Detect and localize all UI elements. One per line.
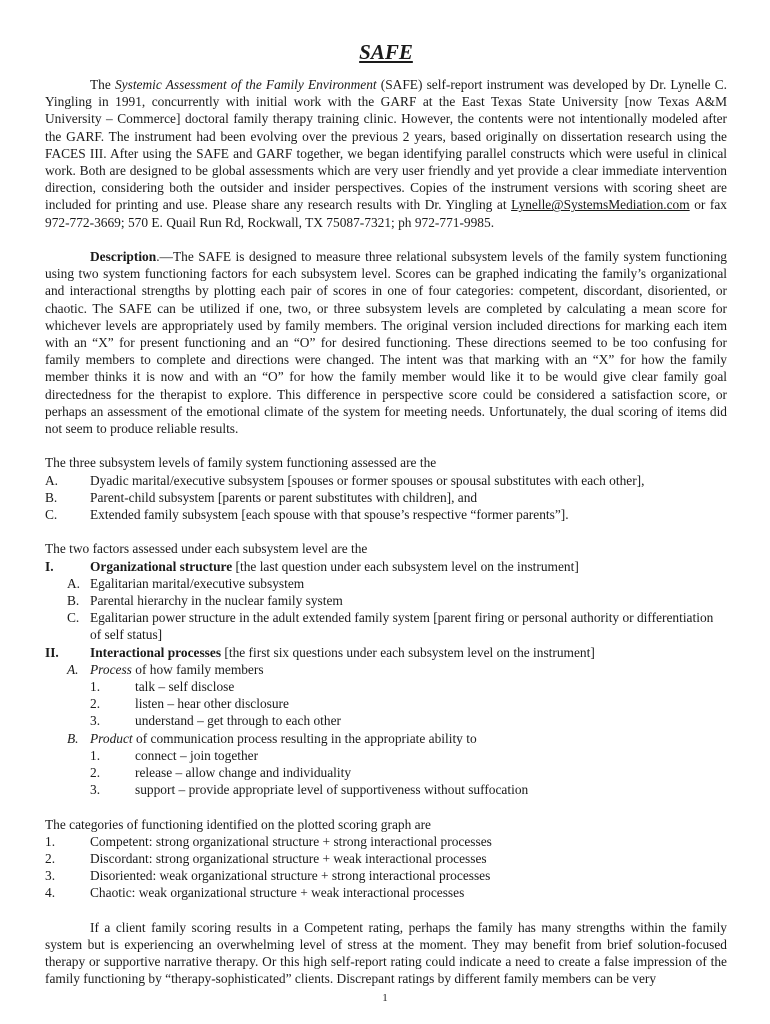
list-item: 1. connect – join together (90, 747, 259, 763)
page-number: 1 (382, 992, 388, 1004)
list-item: 3. understand – get through to each other (90, 713, 342, 729)
closing-paragraph: If a client family scoring results in a Competent rating, perhaps the family has many strengths within the family system but is experiencing an overwhelming level of stress at the moment. They may benefit from brief solution-focused therapy or supportive narrative therapy. Or this high self-report rating could indicate a need to create a false impression of the family functioning by “therapy-sophisticated” clients. Discrepant ratings by different family members can be very (45, 919, 727, 987)
list-item: 3. support – provide appropriate level of supportiveness without suffocation (90, 782, 529, 798)
intro-paragraph: The Systemic Assessment of the Family Environment (SAFE) self-report instrument was developed by Dr. Lynelle C. Yingling in 1991, concurrently with initial work with the GARF at the East Texas State University [now Texas A&M University – Commerce] doctoral family therapy training clinic. However, the contents were not intentionally modeled after the GARF. The instrument had been evolving over the previous 2 years, based originally on dissertation research using the FACES III. After using the SAFE and GARF together, we began identifying parallel constructs which were useful in clinical work. Both are designed to be global assessments which are very user friendly and yet provide a clear immediate intervention direction, considering both the outsider and insider perspectives. Copies of the instrument versions with scoring sheet are included for printing and use. Please share any research results with Dr. Yingling at Lynelle@SystemsMediation.com or fax 972-772-3669; 570 E. Quail Run Rd, Rockwall, TX 75087-7321; ph 972-771-9985. (45, 77, 727, 230)
description-label: Description (90, 249, 157, 265)
list-item: 2. release – allow change and individuality (90, 764, 352, 780)
factor-interactional: II. Interactional processes [the first six questions under each subsystem level on the instrument] (45, 644, 595, 660)
email-link[interactable]: Lynelle@SystemsMediation.com (511, 197, 690, 213)
factor-organizational: I. Organizational structure [the last question under each subsystem level on the instrument] (45, 558, 579, 574)
process-subheading: A. Process of how family members (67, 661, 264, 677)
list-item: 3. Disoriented: weak organizational structure + strong interactional processes (45, 868, 491, 884)
instrument-name: Systemic Assessment of the Family Environment (114, 77, 377, 92)
list-item: 2. listen – hear other disclosure (90, 696, 289, 712)
document-page (45, 0, 727, 987)
factors-heading: The two factors assessed under each subsystem level are the (45, 541, 368, 557)
description-paragraph: Description.—The SAFE is designed to measure three relational subsystem levels of the family system functioning using two system functioning factors for each subsystem level. Scores can be graphed indicating the family’s organizational and interactional strengths by plotting each pair of scores in one of four categories: competent, discordant, disoriented, or chaotic. The SAFE can be utilized if one, two, or three subsystem levels are completed by calculating a mean score for whichever levels are appropriately used by family members. The original version included directions for marking each item with an “X” for present functioning and an “O” for desired functioning. These directions seemed to be too confusing for family members to complete and directions were changed. The intent was that marking with an “X” for how the family member thinks it is now and with an “O” for how the family member would like it to be would give clear family goal directedness for the therapist to explore. This difference in perspective score could be considered a satisfaction score, or perhaps an assessment of the emotional climate of the system for meeting needs. Unfortunately, the dual scoring of items did not seem to produce reliable results. (45, 249, 727, 437)
levels-heading: The three subsystem levels of family system functioning assessed are the (45, 455, 437, 471)
product-subheading: B. Product of communication process resulting in the appropriate ability to (67, 730, 477, 746)
list-item: 4. Chaotic: weak organizational structure + weak interactional processes (45, 885, 465, 901)
page-title: SAFE (359, 40, 413, 64)
list-item: 1. Competent: strong organizational structure + strong interactional processes (45, 833, 492, 849)
list-item: C. Extended family subsystem [each spouse with that spouse’s respective “former parents”]. (45, 507, 569, 523)
categories-heading: The categories of functioning identified on the plotted scoring graph are (45, 816, 431, 832)
list-item: B. Parent-child subsystem [parents or parent substitutes with children], and (45, 489, 478, 505)
list-item: A. Egalitarian marital/executive subsystem (67, 575, 305, 591)
list-item: B. Parental hierarchy in the nuclear family system (67, 592, 343, 608)
list-item: 1. talk – self disclose (90, 678, 235, 694)
list-item: C. Egalitarian power structure in the adult extended family system [parent firing or personal authority or differentiation of self status] (67, 610, 714, 643)
list-item: 2. Discordant: strong organizational structure + weak interactional processes (45, 850, 487, 866)
list-item: A. Dyadic marital/executive subsystem [spouses or former spouses or spousal substitutes with each other], (45, 472, 645, 488)
